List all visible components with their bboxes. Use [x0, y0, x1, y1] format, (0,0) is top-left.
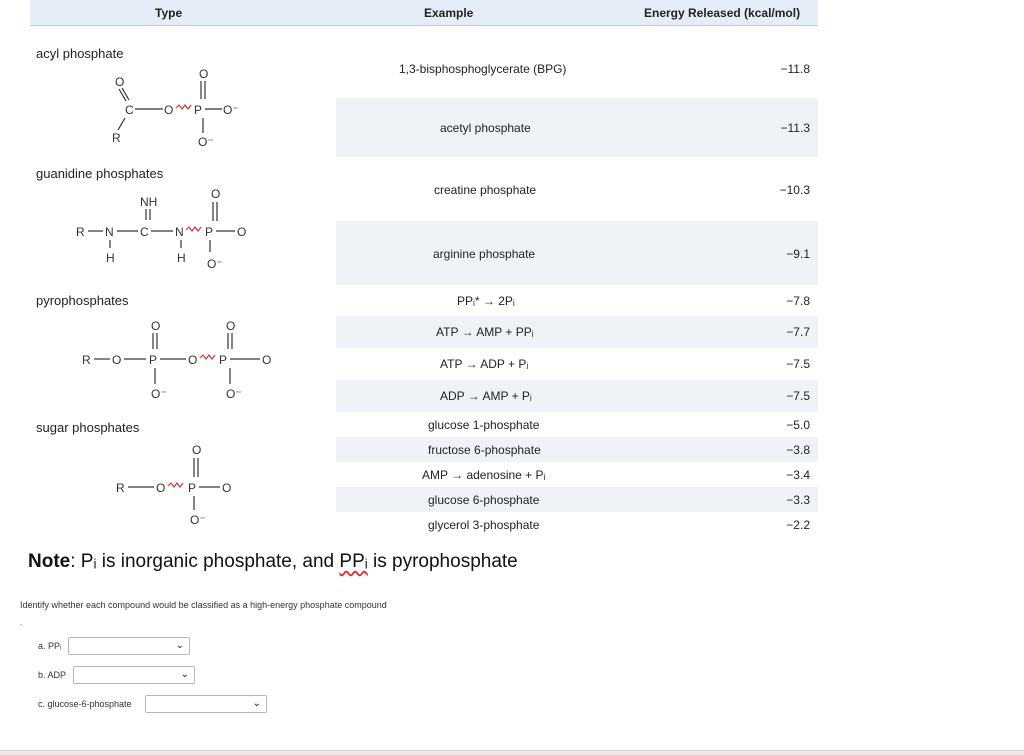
svg-text:H: H — [177, 251, 186, 265]
example-cell: glycerol 3-phosphate — [428, 518, 540, 532]
chevron-down-icon: ⌄ — [180, 669, 189, 680]
energy-cell: −7.5 — [786, 357, 810, 371]
guanidine-phosphate-structure — [70, 184, 290, 276]
answer-select-b[interactable] — [73, 666, 195, 684]
svg-text:O⁻: O⁻ — [226, 387, 242, 401]
note-ppi: PPᵢ — [339, 551, 368, 572]
energy-cell: −11.8 — [780, 62, 810, 76]
note-text-a: Pᵢ is inorganic phosphate, and — [75, 551, 340, 572]
group-label-acyl: acyl phosphate — [36, 46, 124, 61]
energy-cell: −7.8 — [786, 294, 810, 308]
svg-text:C: C — [125, 103, 134, 117]
svg-text:R: R — [82, 353, 91, 367]
svg-text:O: O — [192, 443, 202, 457]
note-text-b: is pyrophosphate — [367, 551, 518, 572]
svg-text:O: O — [199, 67, 209, 81]
svg-text:O⁻: O⁻ — [207, 257, 223, 271]
svg-text:N: N — [175, 225, 184, 239]
svg-text:NH: NH — [140, 195, 158, 209]
svg-text:O⁻: O⁻ — [190, 513, 206, 527]
chevron-down-icon: ⌄ — [252, 698, 261, 709]
example-cell: glucose 1-phosphate — [428, 418, 540, 432]
svg-text:O: O — [115, 75, 125, 89]
table-header — [30, 0, 818, 26]
example-cell: ATP → AMP + PPᵢ — [436, 325, 534, 339]
svg-text:P: P — [219, 353, 228, 367]
energy-cell: −3.4 — [786, 468, 810, 482]
svg-text:O: O — [151, 319, 161, 333]
energy-cell: −3.8 — [786, 443, 810, 457]
question-label-a: a. PPᵢ — [38, 641, 62, 651]
svg-text:C: C — [140, 225, 149, 239]
svg-text:P: P — [149, 353, 158, 367]
example-cell: ATP → ADP + Pᵢ — [440, 357, 529, 371]
note-colon: : — [70, 551, 76, 572]
svg-text:O: O — [112, 353, 122, 367]
svg-text:O⁻: O⁻ — [198, 135, 214, 149]
svg-text:O: O — [237, 225, 247, 239]
pyrophosphate-structure — [76, 312, 296, 406]
group-label-sugar: sugar phosphates — [36, 420, 140, 435]
question-bullet: . — [20, 618, 23, 627]
note-label: Note — [28, 551, 71, 572]
page-bottom-divider — [0, 750, 1024, 755]
example-cell: creatine phosphate — [434, 183, 537, 197]
energy-cell: −7.7 — [786, 325, 810, 339]
svg-text:R: R — [112, 131, 121, 145]
svg-text:O: O — [188, 353, 198, 367]
question-label-c: c. glucose-6-phosphate — [38, 699, 132, 709]
svg-text:O: O — [211, 187, 221, 201]
question-label-b: b. ADP — [38, 670, 67, 680]
header-energy: Energy Released (kcal/mol) — [644, 6, 801, 20]
svg-text:R: R — [76, 225, 85, 239]
svg-text:O⁻: O⁻ — [151, 387, 167, 401]
example-cell: glucose 6-phosphate — [428, 493, 540, 507]
example-cell: fructose 6-phosphate — [428, 443, 541, 457]
svg-text:H: H — [106, 251, 115, 265]
svg-text:R: R — [116, 481, 125, 495]
group-label-pyro: pyrophosphates — [36, 293, 129, 308]
energy-cell: −9.1 — [786, 247, 810, 261]
svg-text:P: P — [205, 225, 214, 239]
example-cell: ADP → AMP + Pᵢ — [440, 389, 532, 403]
header-example: Example — [424, 6, 474, 20]
svg-text:O⁻: O⁻ — [223, 103, 239, 117]
example-cell: PPᵢ* → 2Pᵢ — [457, 294, 515, 308]
svg-text:N: N — [105, 225, 114, 239]
svg-text:O: O — [164, 103, 174, 117]
sugar-phosphate-structure — [110, 442, 260, 530]
example-cell: 1,3-bisphosphoglycerate (BPG) — [399, 62, 567, 76]
svg-text:O: O — [156, 481, 166, 495]
answer-select-a[interactable] — [68, 637, 190, 655]
answer-select-c[interactable] — [145, 695, 267, 713]
example-cell: arginine phosphate — [433, 247, 536, 261]
energy-cell: −11.3 — [780, 121, 810, 135]
energy-cell: −5.0 — [786, 418, 810, 432]
svg-text:P: P — [188, 481, 197, 495]
header-type: Type — [155, 6, 183, 20]
example-cell: acetyl phosphate — [440, 121, 531, 135]
svg-text:O: O — [262, 353, 272, 367]
chevron-down-icon: ⌄ — [175, 640, 184, 651]
energy-cell: −2.2 — [786, 518, 810, 532]
note-text — [28, 551, 518, 573]
svg-text:O: O — [226, 319, 236, 333]
svg-text:P: P — [194, 103, 203, 117]
acyl-phosphate-structure — [100, 62, 270, 158]
energy-cell: −3.3 — [786, 493, 810, 507]
energy-cell: −10.3 — [779, 183, 810, 197]
example-cell: AMP → adenosine + Pᵢ — [422, 468, 546, 482]
group-label-guanidine: guanidine phosphates — [36, 166, 164, 181]
question-instruction: Identify whether each compound would be classified as a high-energy phosphate compound — [20, 600, 387, 610]
energy-cell: −7.5 — [786, 389, 810, 403]
svg-text:O: O — [222, 481, 232, 495]
